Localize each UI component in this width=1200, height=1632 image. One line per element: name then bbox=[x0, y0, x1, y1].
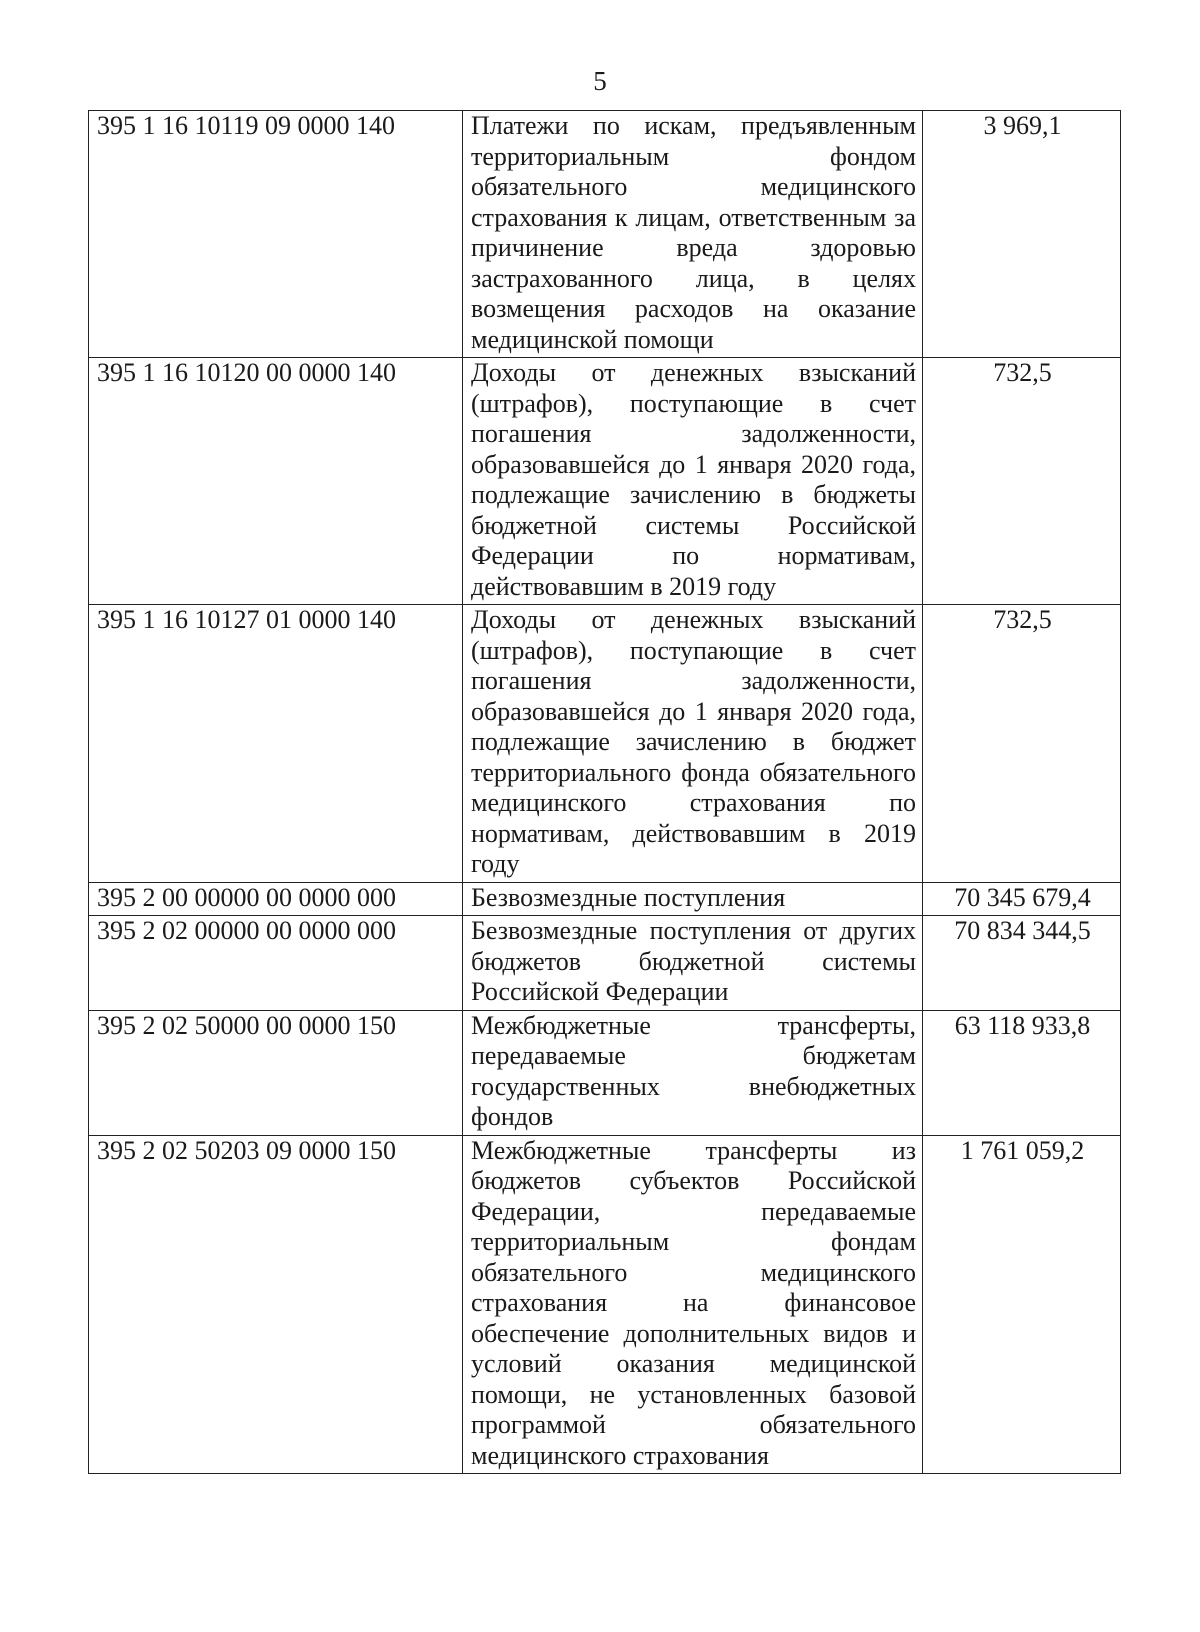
revenue-name: Платежи по искам, предъявленным территориальным фондом обязательного медицинского страхования к лицам, ответственным за причинение вреда здоровью застрахованного лица, в целях возмещения расходов на оказание медицинской помощи bbox=[463, 111, 923, 358]
budget-classification-code: 395 2 00 00000 00 0000 000 bbox=[89, 882, 463, 916]
revenue-amount: 70 834 344,5 bbox=[923, 916, 1121, 1011]
revenue-name: Безвозмездные поступления от других бюджетов бюджетной системы Российской Федерации bbox=[463, 916, 923, 1011]
table-row bbox=[89, 882, 1121, 916]
table-row bbox=[89, 916, 1121, 1011]
revenue-amount: 1 761 059,2 bbox=[923, 1135, 1121, 1474]
page-number: 5 bbox=[593, 66, 607, 96]
revenue-amount: 63 118 933,8 bbox=[923, 1010, 1121, 1135]
revenue-amount: 3 969,1 bbox=[923, 111, 1121, 358]
revenue-table bbox=[88, 110, 1121, 1474]
revenue-name: Безвозмездные поступления bbox=[463, 882, 923, 916]
revenue-amount: 732,5 bbox=[923, 605, 1121, 883]
table-row bbox=[89, 358, 1121, 605]
budget-classification-code: 395 1 16 10127 01 0000 140 bbox=[89, 605, 463, 883]
budget-classification-code: 395 2 02 00000 00 0000 000 bbox=[89, 916, 463, 1011]
revenue-name: Доходы от денежных взысканий (штрафов), поступающие в счет погашения задолженности, образовавшейся до 1 января 2020 года, подлежащие зачислению в бюджет территориального фонда обязательного медицинского страхования по нормативам, действовавшим в 2019 году bbox=[463, 605, 923, 883]
revenue-name: Межбюджетные трансферты, передаваемые бюджетам государственных внебюджетных фондов bbox=[463, 1010, 923, 1135]
table-row bbox=[89, 1010, 1121, 1135]
table-row bbox=[89, 1135, 1121, 1474]
revenue-name: Межбюджетные трансферты из бюджетов субъектов Российской Федерации, передаваемые территориальным фондам обязательного медицинского страхования на финансовое обеспечение дополнительных видов и условий оказания медицинской помощи, не установленных базовой программой обязательного медицинского страхования bbox=[463, 1135, 923, 1474]
budget-classification-code: 395 1 16 10119 09 0000 140 bbox=[89, 111, 463, 358]
revenue-amount: 732,5 bbox=[923, 358, 1121, 605]
revenue-amount: 70 345 679,4 bbox=[923, 882, 1121, 916]
budget-classification-code: 395 2 02 50000 00 0000 150 bbox=[89, 1010, 463, 1135]
budget-classification-code: 395 2 02 50203 09 0000 150 bbox=[89, 1135, 463, 1474]
table-row bbox=[89, 605, 1121, 883]
table-row bbox=[89, 111, 1121, 358]
budget-classification-code: 395 1 16 10120 00 0000 140 bbox=[89, 358, 463, 605]
revenue-name: Доходы от денежных взысканий (штрафов), поступающие в счет погашения задолженности, образовавшейся до 1 января 2020 года, подлежащие зачислению в бюджеты бюджетной системы Российской Федерации по нормативам, действовавшим в 2019 году bbox=[463, 358, 923, 605]
